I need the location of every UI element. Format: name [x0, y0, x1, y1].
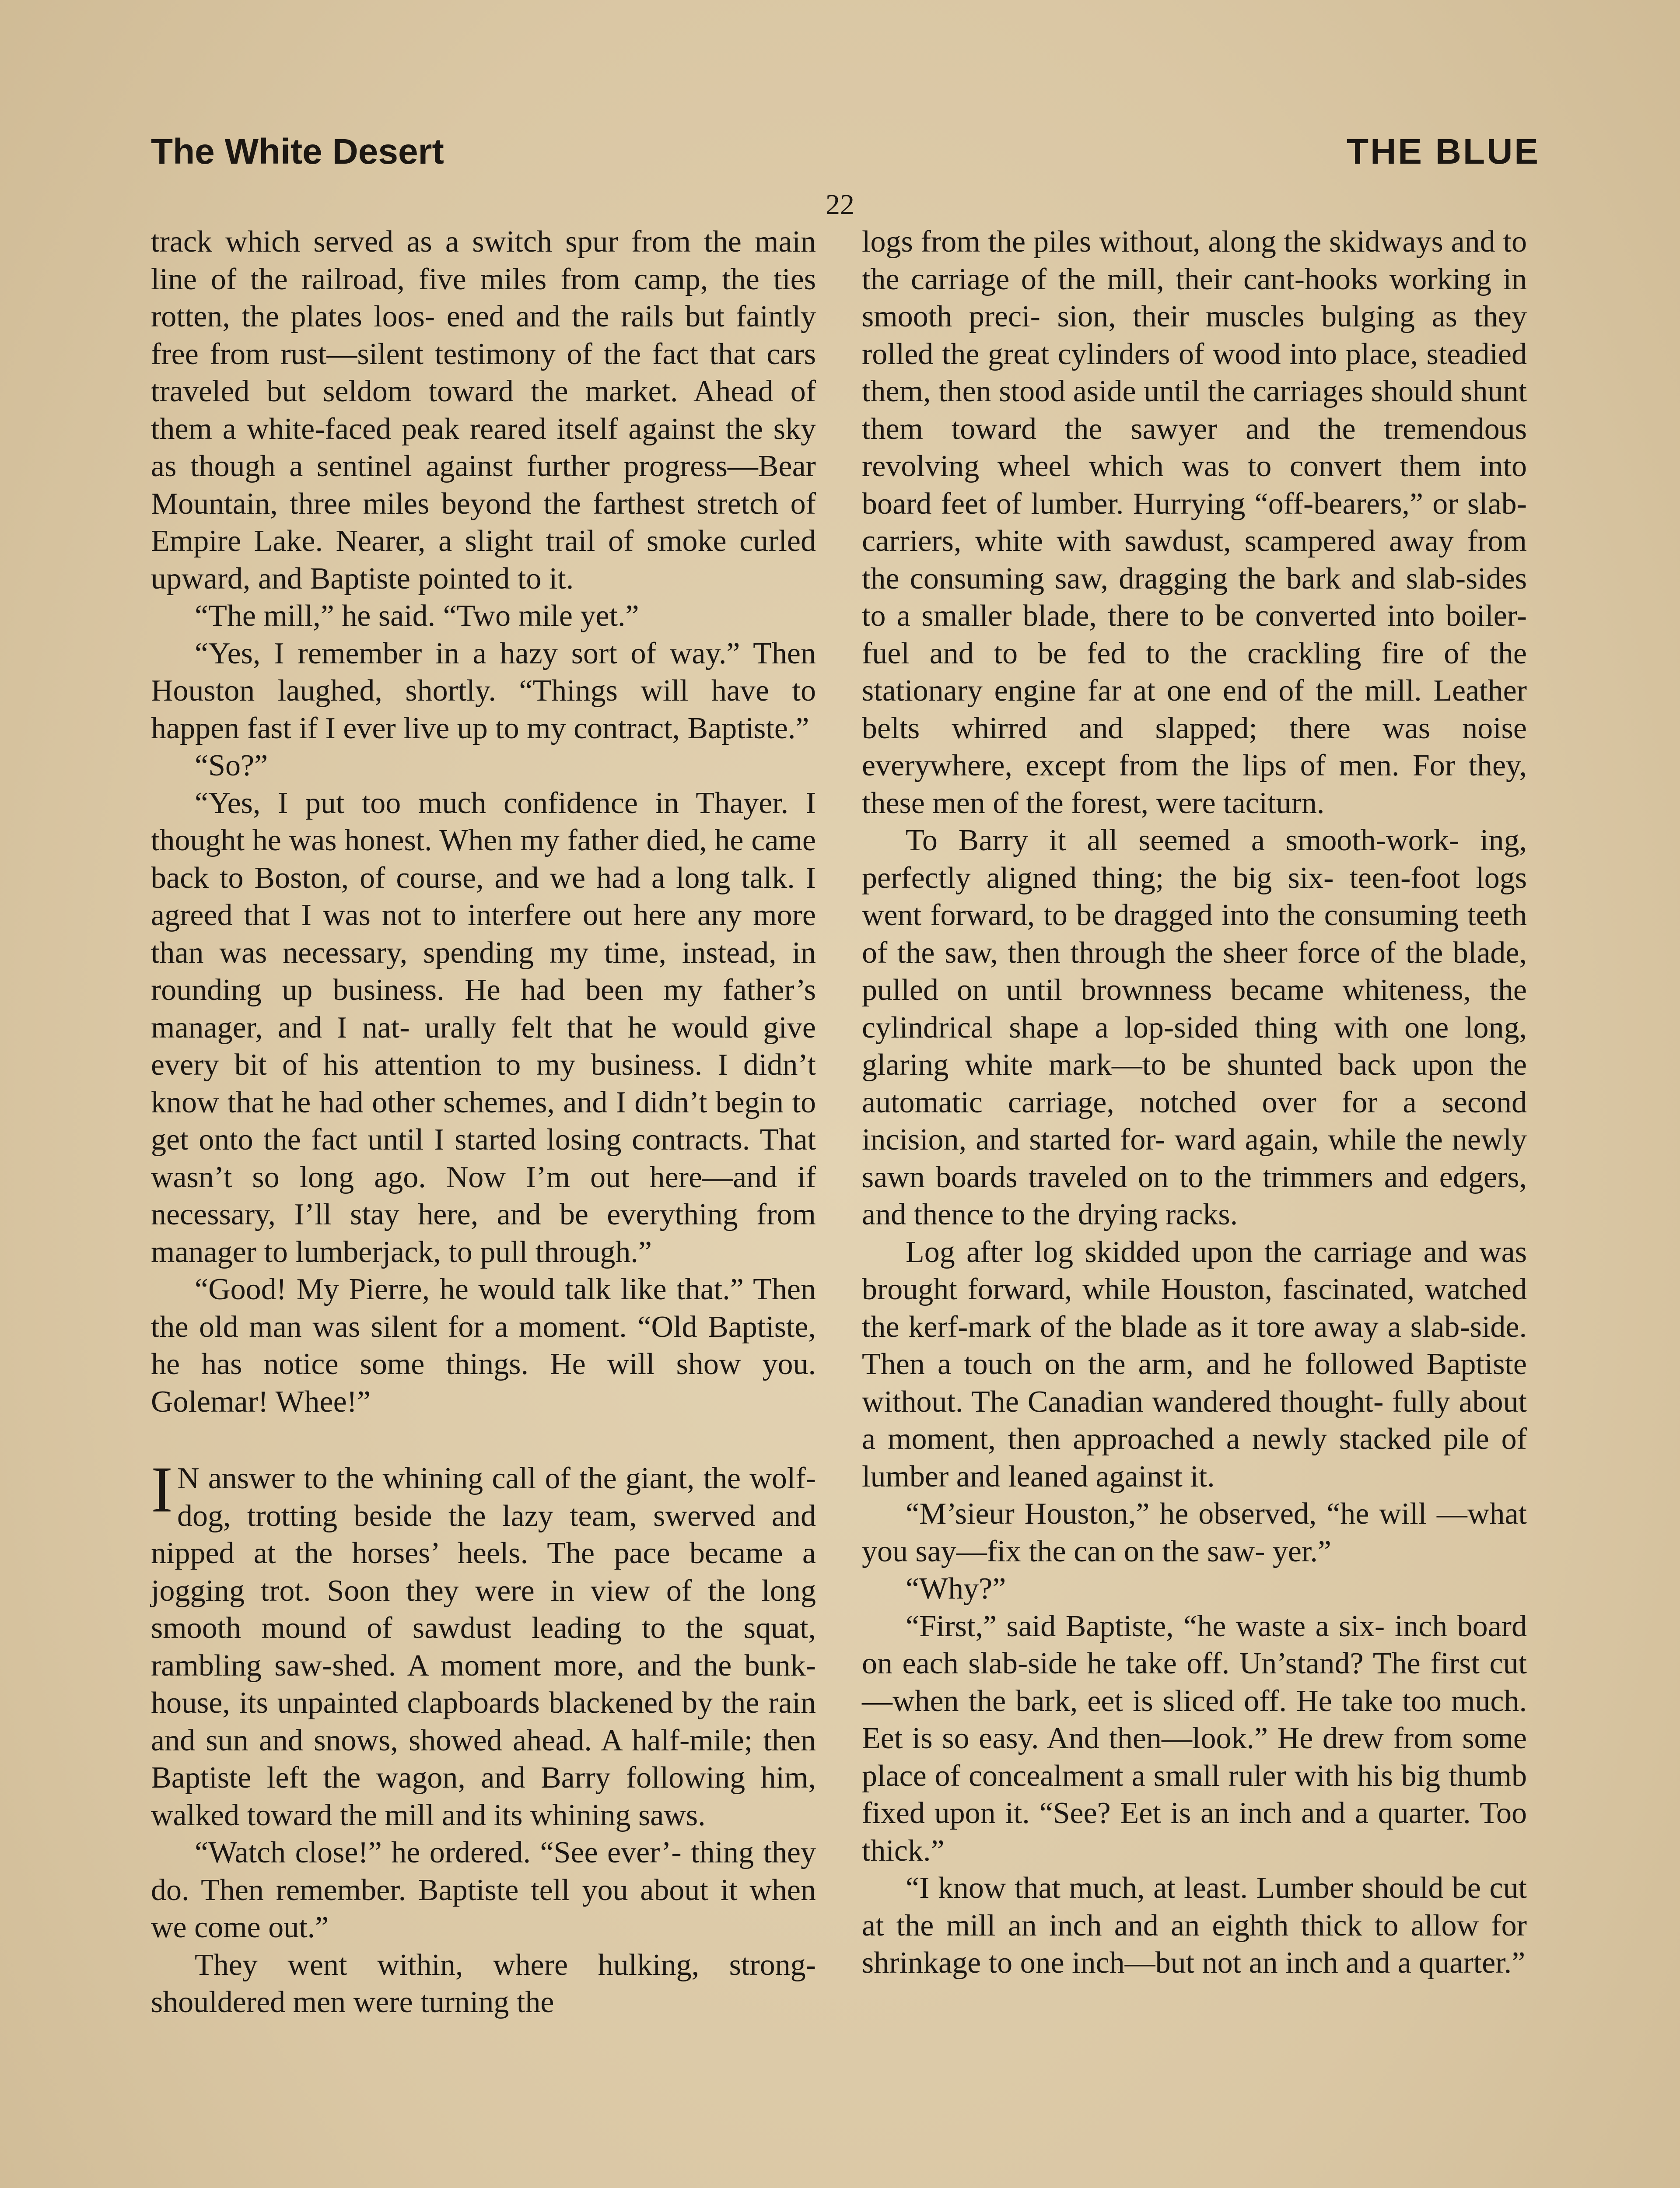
- running-head-magazine: THE BLUE: [1347, 132, 1540, 172]
- paragraph: “First,” said Baptiste, “he waste a six- inch board on each slab-side he take off. Un’stand? The first cut—when the bark, eet is sliced off. He take too much. Eet is so easy. And then—look.” He drew from some place of concealment a small ruler with his big thumb fixed upon it. “See? Eet is an inch and a quarter. Too thick.”: [862, 1609, 1527, 1868]
- paragraph: “Yes, I remember in a hazy sort of way.” Then Houston laughed, shortly. “Things will have to happen fast if I ever live up to my contract, Baptiste.”: [151, 636, 816, 745]
- paragraph: To Barry it all seemed a smooth-work- ing, perfectly aligned thing; the big six- teen-foot logs went forward, to be dragged into the consuming teeth of the saw, then through the sheer force of the blade, pulled on until brownness became whiteness, the cylindrical shape a lop-sided thing with one long, glaring white mark—to be shunted back upon the automatic carriage, notched over for a second incision, and started for- ward again, while the newly sawn boards traveled on to the trimmers and edgers, and thence to the drying racks.: [862, 824, 1527, 1231]
- paragraph: “Yes, I put too much confidence in Thayer. I thought he was honest. When my father died, he came back to Boston, of course, and we had a long talk. I agreed that I was not to interfere out here any more than was necessary, spending my time, instead, in rounding up business. He had been my father’s manager, and I nat- urally felt that he would give every bit of his attention to my business. I didn’t know that he had other schemes, and I didn’t begin to get onto the fact until I started losing contracts. That wasn’t so long ago. Now I’m out here—and if necessary, I’ll stay here, and be everything from manager to lumberjack, to pull through.”: [151, 786, 816, 1269]
- paragraph-dropcap: IN answer to the whining call of the giant, the wolf-dog, trotting beside the lazy team, swerved and nipped at the horses’ heels. The pace became a jogging trot. Soon they were in view of the long smooth mound of sawdust leading to the squat, rambling saw-shed. A moment more, and the bunk-house, its unpainted clapboards blackened by the rain and sun and snows, showed ahead. A half-mile; then Baptiste left the wagon, and Barry following him, walked toward the mill and its whining saws.: [151, 1453, 816, 1832]
- paragraph: “M’sieur Houston,” he observed, “he will —what you say—fix the can on the saw- yer.”: [862, 1497, 1527, 1568]
- page-number: 22: [826, 189, 854, 221]
- paragraph: “The mill,” he said. “Two mile yet.”: [195, 599, 639, 633]
- left-column: [151, 223, 816, 2021]
- right-column: [862, 223, 1527, 1982]
- paragraph: logs from the piles without, along the skidways and to the carriage of the mill, their cant-hooks working in smooth preci- sion, their muscles bulging as they rolled the great cylinders of wood into place, steadied them, then stood aside until the carriages should shunt them toward the sawyer and the tremendous revolving wheel which was to convert them into board feet of lumber. Hurrying “off-bearers,” or slab- carriers, white with sawdust, scampered away from the consuming saw, dragging the bark and slab-sides to a smaller blade, there to be converted into boiler-fuel and to be fed to the crackling fire of the stationary engine far at one end of the mill. Leather belts whirred and slapped; there was noise everywhere, except from the lips of men. For they, these men of the forest, were taciturn.: [862, 225, 1527, 820]
- paragraph: “Why?”: [906, 1572, 1006, 1606]
- section-break: [151, 1420, 816, 1460]
- paragraph: “So?”: [195, 749, 268, 782]
- paragraph: Log after log skidded upon the carriage and was brought forward, while Houston, fascinated, watched the kerf-mark of the blade as it tore away a slab-side. Then a touch on the arm, and he followed Baptiste without. The Canadian wandered thought- fully about a moment, then approached a newly stacked pile of lumber and leaned against it.: [862, 1235, 1527, 1494]
- paragraph: They went within, where hulking, strong-shouldered men were turning the: [151, 1948, 816, 2019]
- paragraph: “I know that much, at least. Lumber should be cut at the mill an inch and an eighth thick to allow for shrinkage to one inch—but not an inch and a quarter.”: [862, 1871, 1527, 1980]
- running-head-title: The White Desert: [151, 132, 444, 172]
- paragraph: “Watch close!” he ordered. “See ever’- thing they do. Then remember. Baptiste tell you about it when we come out.”: [151, 1836, 816, 1944]
- paragraph: “Good! My Pierre, he would talk like that.” Then the old man was silent for a moment. “Old Baptiste, he has notice some things. He will show you. Golemar! Whee!”: [151, 1273, 816, 1419]
- paragraph: track which served as a switch spur from the main line of the railroad, five miles from camp, the ties rotten, the plates loos- ened and the rails but faintly free from rust—silent testimony of the fact that cars traveled but seldom toward the market. Ahead of them a white-faced peak reared itself against the sky as though a sentinel against further progress—Bear Mountain, three miles beyond the farthest stretch of Empire Lake. Nearer, a slight trail of smoke curled upward, and Baptiste pointed to it.: [151, 225, 816, 596]
